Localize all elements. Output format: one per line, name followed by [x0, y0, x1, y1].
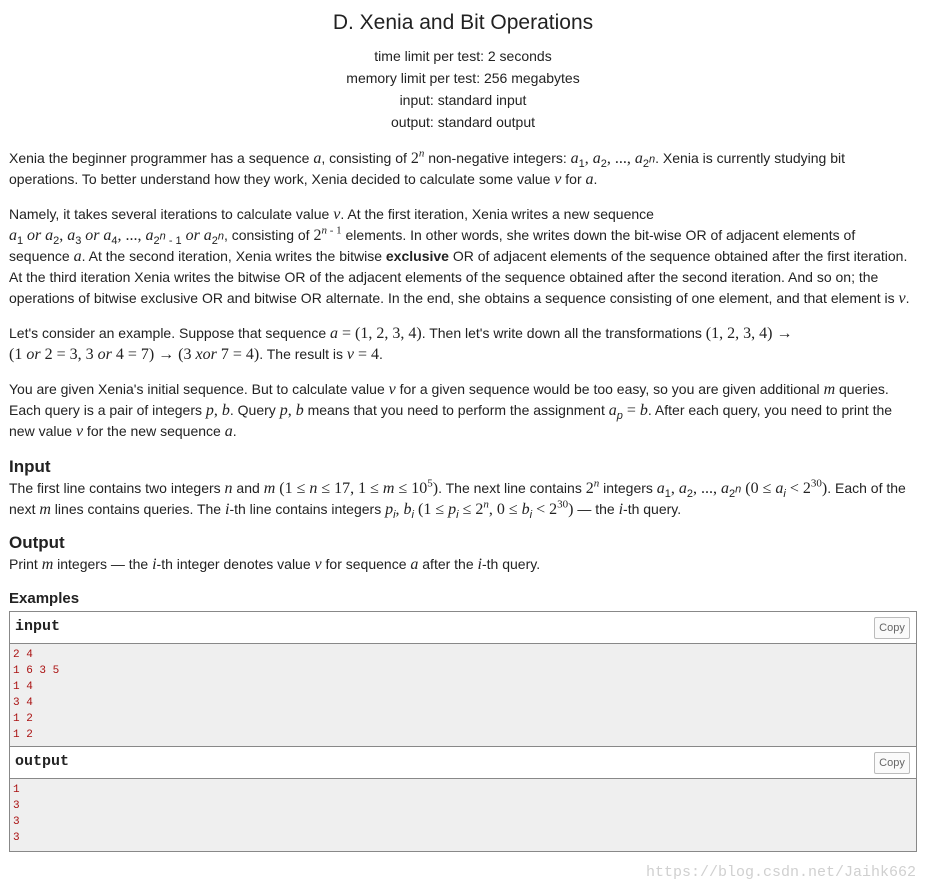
sample-output-content — [10, 779, 916, 851]
sample-input-line: 1 2 — [13, 729, 33, 741]
input-section-text: The first line contains two integers n and m (1 ≤ n ≤ 17, $1 \le m \le 10^5$). The next line contains 2$^n$ integers $a_1$, $a_2$, ..., $a_{2^n}$ $(0 \le a_i < 2^{30})$. Each of the next m lines contains queries. The i-th line contains integers $p_i$, $b_i$ ($1 \le p_i \le 2^n$, $0 \le b_i < 2^{30}$) — the i-th query. — [9, 477, 906, 521]
watermark: https://blog.csdn.net/Jaihk662 — [645, 864, 916, 881]
sample-input-line: 3 4 — [13, 697, 33, 709]
statement-paragraph-3: Let's consider an example. Suppose that sequence a = (1, 2, 3, 4). Then let's write down all the transformations (1, 2, 3, 4) → (1 or 2 = 3, 3 or 4 = 7) → (3 xor 7 = 4). The result is v = 4. — [9, 325, 793, 363]
output-source: output: standard output — [391, 114, 535, 130]
statement-paragraph-2: Namely, it takes several iterations to calculate value v. At the first iteration, Xenia writes a new sequence $a_1$ or $a_2$, $a_3$ or $a_4$, ..., $a_{2^n - 1}$ or $a_{2^n}$, consisting of 2$^{n - 1}$ elements. In other words, she writes down the bit-wise OR of adjacent elements of sequence a. At the second iteration, Xenia writes the bitwise exclusive OR of adjacent elements of the sequence obtained after the first iteration. At the third iteration Xenia writes the bitwise OR of the adjacent elements of the sequence obtained after the second iteration. And so on; the operations of bitwise exclusive OR and bitwise OR alternate. In the end, she obtains a sequence consisting of one element, and that element is v. — [9, 206, 910, 307]
problem-limits — [9, 45, 917, 133]
sample-input-line: 1 4 — [13, 681, 33, 693]
copy-input-button[interactable]: Copy — [874, 617, 910, 639]
copy-output-button[interactable]: Copy — [874, 752, 910, 774]
sample-input-label: input — [15, 618, 61, 635]
problem-statement — [9, 0, 917, 852]
time-limit: time limit per test: 2 seconds — [374, 48, 552, 64]
statement-paragraph-4: You are given Xenia's initial sequence. But to calculate value v for a given sequence would be too easy, so you are given additional m queries. Each query is a pair of integers p, b. Query p, b means that you need to perform the assignment $a_p = b$. After each query, you need to print the new value v for the new sequence a. — [9, 381, 893, 440]
output-section-title: Output — [9, 533, 65, 552]
sample-output-box — [9, 747, 917, 852]
sample-output-header — [10, 747, 916, 779]
sample-input-content — [10, 644, 916, 746]
input-section-title: Input — [9, 457, 51, 476]
output-section-text: Print m integers — the i-th integer denotes value v for sequence a after the i-th query. — [9, 556, 541, 573]
sample-input-line: 2 4 — [13, 649, 33, 661]
sample-output-line: 3 — [13, 800, 20, 812]
statement-paragraph-1: Xenia the beginner programmer has a sequence a, consisting of 2$^n$ non-negative integers: $a_1$, $a_2$, ..., $a_{2^n}$. Xenia is currently studying bit operations. To better understand how they work, Xenia decided to calculate some value v for a. — [9, 147, 846, 188]
sample-output-line: 3 — [13, 816, 20, 828]
problem-title: D. Xenia and Bit Operations — [332, 11, 594, 34]
sample-output-line: 3 — [13, 832, 20, 844]
keyword-exclusive: exclusive — [385, 248, 449, 264]
sample-input-header — [10, 612, 916, 644]
sample-input-box — [9, 611, 917, 747]
sample-output-line: 1 — [13, 784, 20, 796]
examples-title: Examples — [9, 590, 80, 607]
sample-input-line: 1 2 — [13, 713, 33, 725]
input-source: input: standard input — [399, 92, 527, 108]
memory-limit: memory limit per test: 256 megabytes — [346, 70, 580, 86]
sample-input-line: 1 6 3 5 — [13, 665, 60, 677]
sample-output-label: output — [15, 753, 70, 770]
